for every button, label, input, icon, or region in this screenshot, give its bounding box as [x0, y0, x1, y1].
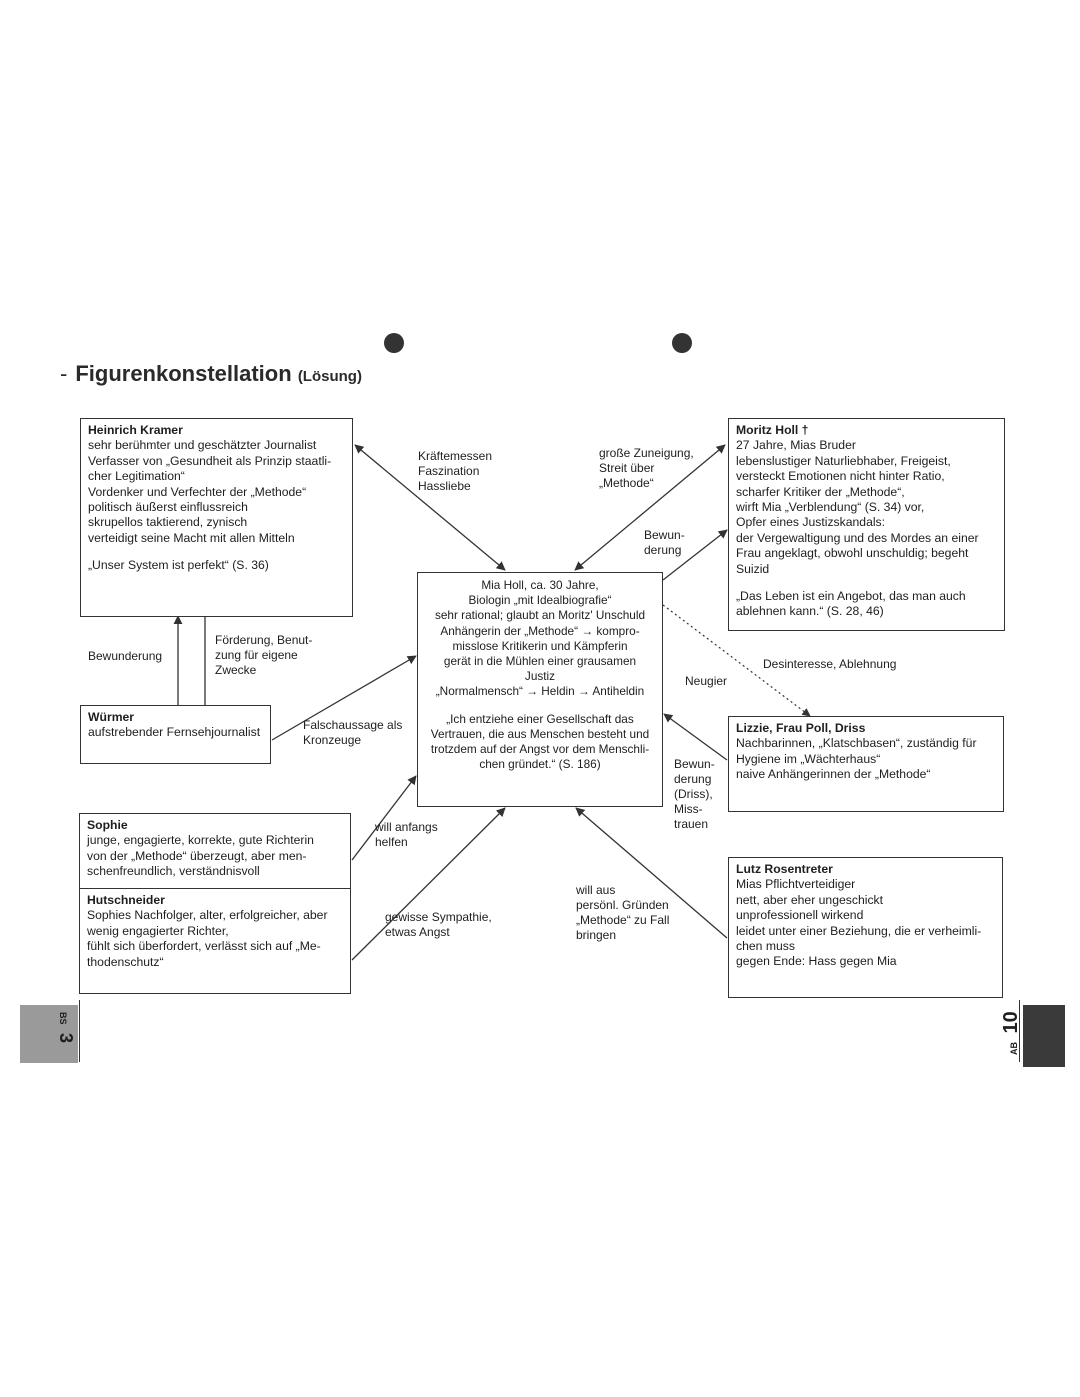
label-line: trauen — [674, 817, 709, 831]
hutschneider-name: Hutschneider — [87, 893, 165, 907]
label-zuneigung — [599, 446, 694, 491]
page-marker-left-rule — [79, 1000, 80, 1062]
lutz-name: Lutz Rosentreter — [736, 862, 833, 876]
label-line: etwas Angst — [385, 925, 450, 939]
moritz-line: Opfer eines Justizskandals: — [736, 515, 886, 530]
label-line: große Zuneigung, — [599, 446, 694, 460]
kramer-line: sehr berühmter und geschätzter Journalist — [88, 438, 317, 453]
hutschneider-line: thodenschutz“ — [87, 954, 164, 969]
moritz-line: versteckt Emotionen nicht hinter Ratio, — [736, 469, 945, 484]
hutschneider-line: Sophies Nachfolger, alter, erfolgreicher, aber — [87, 908, 328, 923]
lutz-line: unprofessionell wirkend — [736, 908, 864, 923]
page-marker-right-code: AB — [1009, 1042, 1019, 1055]
label-line: derung — [644, 543, 682, 557]
hutschneider-line: wenig engagierter Richter, — [87, 923, 229, 938]
sophie-line: schenfreundlich, verständnisvoll — [87, 864, 260, 879]
box-mia-holl — [417, 572, 663, 807]
page-marker-right-number: 10 — [1000, 1011, 1022, 1034]
label-line: helfen — [375, 835, 408, 849]
label-will-anfangs — [375, 820, 438, 850]
moritz-line: Frau angeklagt, obwohl unschuldig; begeht — [736, 546, 969, 561]
kramer-name: Heinrich Kramer — [88, 423, 183, 437]
lutz-line: leidet unter einer Beziehung, die er verheimli- — [736, 923, 982, 938]
sophie-line: von der „Methode“ überzeugt, aber men- — [87, 848, 307, 863]
label-line: Streit über — [599, 461, 655, 475]
lutz-line: Mias Pflichtverteidiger — [736, 877, 856, 892]
moritz-line: 27 Jahre, Mias Bruder — [736, 438, 856, 453]
moritz-line: lebenslustiger Naturliebhaber, Freigeist, — [736, 453, 951, 468]
mia-line: Anhängerin der „Methode“ → kompro- — [440, 623, 640, 638]
label-neugier — [685, 674, 727, 689]
kramer-line: skrupellos taktierend, zynisch — [88, 515, 248, 530]
mia-line: Mia Holl, ca. 30 Jahre, — [481, 578, 599, 592]
kramer-line: Verfasser von „Gesundheit als Prinzip staatli- — [88, 453, 332, 468]
wuermer-name: Würmer — [88, 710, 135, 724]
label-bewunderung-kramer — [88, 649, 162, 664]
mia-quote-line: Vertrauen, die aus Menschen besteht und — [430, 726, 650, 741]
label-line: Bewun- — [644, 528, 685, 542]
page-marker-right — [1000, 1005, 1023, 1055]
label-kraeftemessen — [418, 449, 492, 494]
label-line: bringen — [576, 928, 617, 942]
label-line: Miss- — [674, 802, 703, 816]
label-line: will anfangs — [375, 820, 438, 834]
label-line: Neugier — [685, 674, 728, 688]
mia-line: misslose Kritikerin und Kämpferin — [452, 638, 628, 653]
label-line: (Driss), — [674, 787, 713, 801]
moritz-quote-line: ablehnen kann.“ (S. 28, 46) — [736, 604, 884, 619]
page-marker-left-number: 3 — [56, 1032, 76, 1043]
kramer-line: cher Legitimation“ — [88, 469, 185, 484]
moritz-line: der Vergewaltigung und des Mordes an einer — [736, 530, 979, 545]
lizzie-line: Hygiene im „Wächterhaus“ — [736, 751, 881, 766]
label-foerderung — [215, 633, 312, 678]
label-bewunderung-driss — [674, 757, 715, 832]
mia-line: Justiz — [524, 669, 556, 684]
sophie-line: junge, engagierte, korrekte, gute Richterin — [87, 833, 314, 848]
mia-line: „Normalmensch“ → Heldin → Antiheldin — [435, 684, 645, 699]
label-will-aus — [576, 883, 669, 943]
label-line: derung — [674, 772, 712, 786]
lutz-line: nett, aber eher ungeschickt — [736, 892, 884, 907]
label-line: Kräftemessen — [418, 449, 493, 463]
title-main: Figurenkonstellation — [75, 361, 292, 386]
box-lutz-rosentreter — [728, 857, 1003, 998]
label-desinteresse — [763, 657, 896, 672]
mia-quote-line: „Ich entziehe einer Gesellschaft das — [446, 711, 634, 726]
moritz-line: wirft Mia „Verblendung“ (S. 34) vor, — [736, 500, 925, 515]
mia-line: gerät in die Mühlen einer grausamen — [443, 654, 637, 669]
label-line: Förderung, Benut- — [215, 633, 313, 647]
moritz-name: Moritz Holl † — [736, 423, 809, 437]
label-line: Falschaussage als — [303, 718, 403, 732]
label-line: Kronzeuge — [303, 733, 362, 747]
mia-quote-line: chen gründet.“ (S. 186) — [479, 757, 601, 772]
page-marker-left-code: BS — [58, 1012, 68, 1025]
box-lizzie-poll-driss — [728, 716, 1004, 812]
box-heinrich-kramer — [80, 418, 353, 617]
label-line: zung für eigene — [215, 648, 298, 662]
label-sympathie — [385, 910, 492, 940]
box-moritz-holl — [728, 418, 1005, 631]
lizzie-name: Lizzie, Frau Poll, Driss — [736, 721, 866, 735]
sophie-name: Sophie — [87, 818, 128, 832]
kramer-quote: „Unser System ist perfekt“ (S. 36) — [88, 558, 269, 573]
hutschneider-line: fühlt sich überfordert, verlässt sich auf „Me- — [87, 939, 321, 954]
wuermer-line: aufstrebender Fernsehjournalist — [88, 725, 261, 740]
lutz-line: gegen Ende: Hass gegen Mia — [736, 954, 897, 969]
lizzie-line: naive Anhängerinnen der „Methode“ — [736, 767, 931, 782]
mia-quote-line: trotzdem auf der Angst vor dem Menschli- — [430, 742, 650, 757]
box-hutschneider — [79, 888, 351, 994]
moritz-quote-line: „Das Leben ist ein Angebot, das man auch — [736, 589, 966, 604]
label-line: „Methode“ zu Fall — [576, 913, 670, 927]
lutz-line: chen muss — [736, 939, 795, 954]
label-line: Bewunderung — [88, 649, 163, 663]
kramer-line: politisch äußerst einflussreich — [88, 500, 248, 515]
label-line: gewisse Sympathie, — [385, 910, 492, 924]
label-line: Hassliebe — [418, 479, 471, 493]
box-wuermer — [80, 705, 271, 764]
moritz-line: scharfer Kritiker der „Methode“, — [736, 484, 905, 499]
box-sophie — [79, 813, 351, 889]
kramer-line: Vordenker und Verfechter der „Methode“ — [88, 484, 307, 499]
label-line: Desinteresse, Ablehnung — [763, 657, 897, 671]
label-line: „Methode“ — [599, 476, 654, 490]
label-bewunderung-moritz — [644, 528, 685, 558]
page-marker-left — [55, 1010, 76, 1050]
mia-line: Biologin „mit Idealbiografie“ — [468, 593, 612, 608]
moritz-line: Suizid — [736, 561, 770, 576]
mia-line: sehr rational; glaubt an Moritz' Unschuld — [434, 608, 646, 623]
title-sub: (Lösung) — [297, 368, 362, 385]
label-line: persönl. Gründen — [576, 898, 669, 912]
label-line: Bewun- — [674, 757, 715, 771]
page-marker-right-bar — [1023, 1005, 1065, 1067]
label-line: Zwecke — [215, 663, 257, 677]
label-line: will aus — [576, 883, 616, 897]
title-dash: - — [60, 361, 68, 386]
arrow-lizzie-mia — [664, 714, 727, 760]
kramer-line: verteidigt seine Macht mit allen Mitteln — [88, 530, 295, 545]
label-line: Faszination — [418, 464, 480, 478]
label-falschaussage — [303, 718, 402, 748]
lizzie-line: Nachbarinnen, „Klatschbasen“, zuständig für — [736, 736, 977, 751]
